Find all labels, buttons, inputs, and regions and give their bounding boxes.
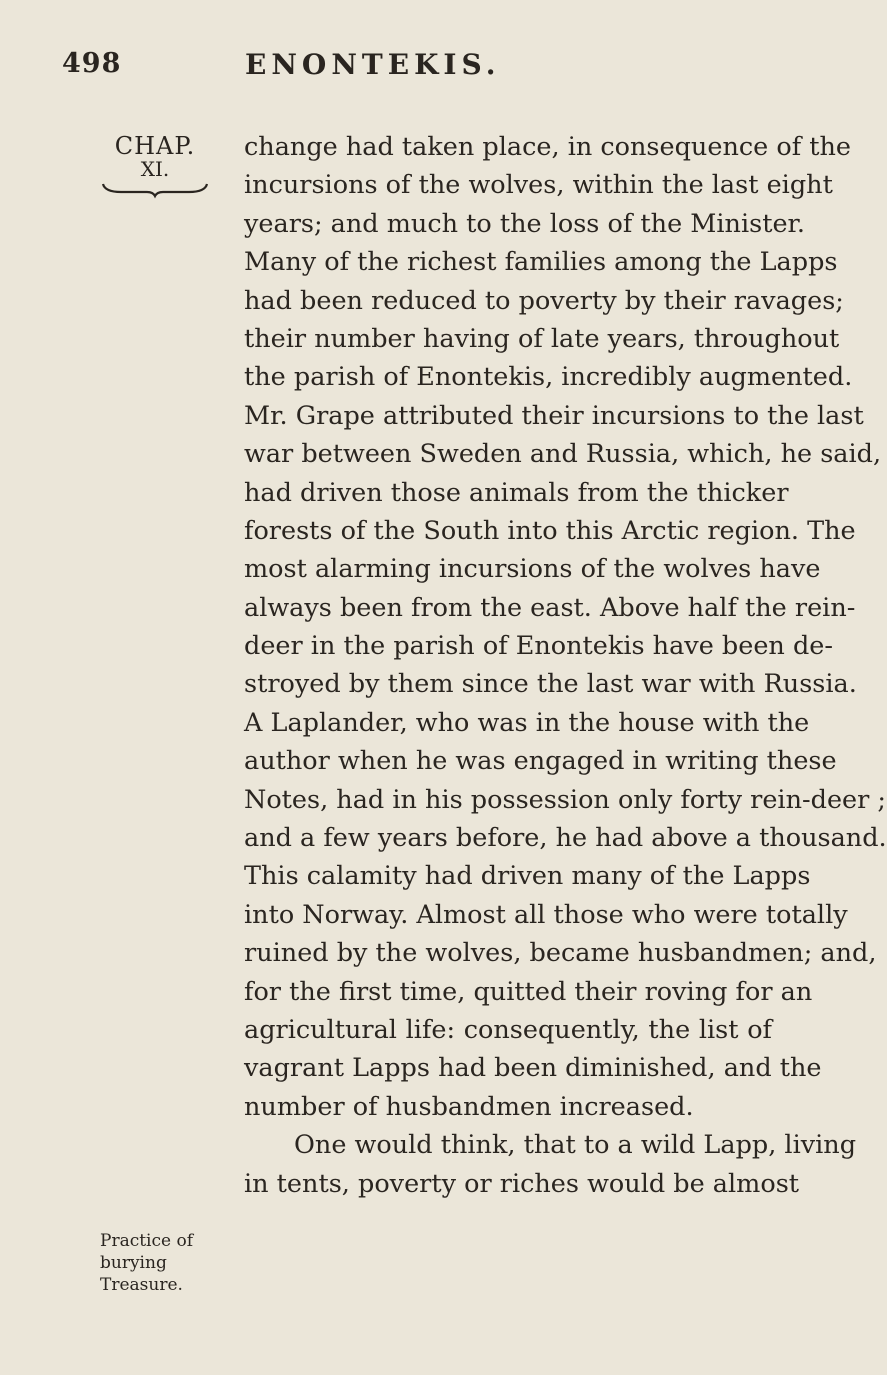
text-line: always been from the east. Above half the rein- [244,592,856,623]
paragraph-2 [244,1126,857,1203]
page-header [0,48,800,98]
text-line: incursions of the wolves, within the last eight [244,170,833,201]
text-line: years; and much to the loss of the Minister. [244,208,806,239]
margin-note-line: burying [100,1253,167,1273]
body-text [244,128,887,1203]
text-line: ruined by the wolves, became husbandmen; and, [244,938,877,969]
text-line: Mr. Grape attributed their incursions to the last [244,400,864,431]
text-line: had been reduced to poverty by their ravages; [244,285,844,316]
text-line: vagrant Lapps had been diminished, and the [244,1053,822,1084]
text-line: war between Sweden and Russia, which, he said, [244,439,882,470]
text-line: This calamity had driven many of the Lapps [244,861,811,892]
brace-ornament [101,181,209,197]
text-line: number of husbandmen increased. [244,1091,694,1122]
text-line: forests of the South into this Arctic region. The [244,515,856,546]
page-number: 498 [62,48,122,79]
margin-note-line: Treasure. [100,1275,183,1295]
text-line: author when he was engaged in writing these [244,746,837,777]
paragraph-1 [244,128,887,1126]
text-line: change had taken place, in consequence of the [244,132,852,162]
text-line: in tents, poverty or riches would be almost [244,1168,800,1199]
text-line: and a few years before, he had above a thousand. [244,823,887,854]
chapter-marker [100,133,210,197]
running-title: ENONTEKIS. [245,48,501,81]
margin-note [100,1230,240,1296]
text-line: deer in the parish of Enontekis have been de- [244,631,833,662]
text-line: their number having of late years, throughout [244,323,840,354]
text-line: A Laplander, who was in the house with the [244,707,810,738]
text-line: had driven those animals from the thicker [244,477,789,508]
text-line: One would think, that to a wild Lapp, living [294,1130,857,1161]
text-line: Many of the richest families among the Lapps [244,247,838,278]
text-line: agricultural life: consequently, the list of [244,1014,772,1045]
text-line: for the first time, quitted their roving for an [244,976,813,1007]
text-line: most alarming incursions of the wolves have [244,554,821,585]
text-line: into Norway. Almost all those who were totally [244,899,848,930]
margin-note-line: Practice of [100,1231,194,1251]
text-line: Notes, had in his possession only forty rein-deer ; [244,784,887,815]
text-line: the parish of Enontekis, incredibly augmented. [244,362,853,393]
chapter-number: XI. [140,157,170,181]
text-line: stroyed by them since the last war with Russia. [244,669,857,700]
chapter-label: CHAP. [114,132,196,160]
